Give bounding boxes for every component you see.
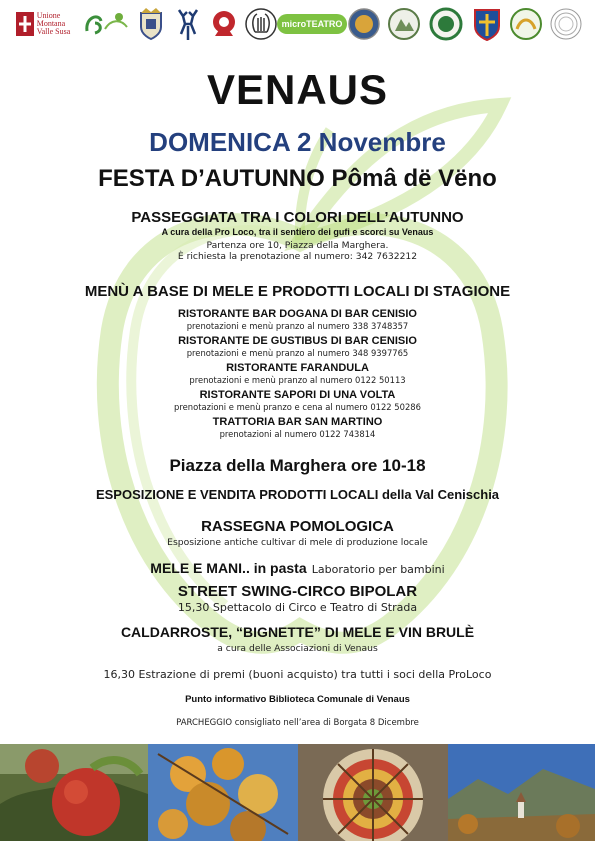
restaurant-name: RISTORANTE DE GUSTIBUS DI BAR CENISIO	[178, 335, 417, 347]
lyre-crest-icon	[244, 4, 278, 44]
shield-badge	[470, 4, 504, 44]
round-badge-3	[428, 4, 464, 44]
mele-sub: Laboratorio per bambini	[311, 563, 445, 576]
mele-line	[0, 558, 595, 577]
page-title: VENAUS	[206, 66, 389, 113]
restaurant-name: TRATTORIA BAR SAN MARTINO	[212, 416, 383, 428]
restaurant-name: RISTORANTE BAR DOGANA DI BAR CENISIO	[178, 308, 417, 320]
street-sub: 15,30 Spettacolo di Circo e Teatro di Strada	[177, 601, 418, 614]
estrazione-text: 16,30 Estrazione di premi (buoni acquisto) tra tutti i soci della ProLoco	[103, 668, 492, 681]
restaurant-info: prenotazioni e menù pranzo al numero 348 9397765	[186, 348, 409, 358]
walk-line-2: È richiesta la prenotazione al numero: 342 7632212	[177, 251, 418, 262]
restaurant-info: prenotazioni al numero 0122 743814	[219, 429, 376, 439]
apple-mandala-photo	[298, 744, 448, 841]
red-crest-icon	[208, 4, 240, 44]
event-date: DOMENICA 2 Novembre	[149, 127, 446, 157]
restaurant-info: prenotazioni e menù pranzo e cena al numero 0122 50286	[174, 402, 421, 412]
gust-logo	[80, 4, 132, 44]
round-badge-5	[548, 4, 584, 44]
expo-heading: ESPOSIZIONE E VENDITA PRODOTTI LOCALI della Val Cenischia	[95, 487, 500, 502]
round-badge-2	[386, 4, 422, 44]
unione-montana-logo: Unione Montana Valle Susa	[8, 4, 78, 44]
microteatro-logo: microTEATRO	[284, 4, 340, 44]
caldarroste-heading: CALDARROSTE, “BIGNETTE” DI MELE E VIN BRULÈ	[120, 624, 475, 640]
sponsor-logos	[8, 4, 588, 44]
autumn-leaves-photo	[148, 744, 298, 841]
photo-strip	[0, 744, 595, 841]
street-heading: STREET SWING-CIRCO BIPOLAR	[177, 583, 418, 600]
mountain-village-photo	[448, 744, 595, 841]
red-cross-emblem-icon	[16, 12, 34, 36]
caldarroste-sub: a cura delle Associazioni di Venaus	[217, 643, 378, 654]
rassegna-heading: RASSEGNA POMOLOGICA	[201, 518, 394, 535]
walk-heading: PASSEGGIATA TRA I COLORI DELL’AUTUNNO	[131, 209, 464, 226]
restaurant-name: RISTORANTE SAPORI DI UNA VOLTA	[199, 389, 396, 401]
deer-logo	[172, 4, 204, 44]
walk-line-1: Partenza ore 10, Piazza della Marghera.	[206, 240, 389, 251]
round-badge-1	[346, 4, 382, 44]
parking-text: PARCHEGGIO consigliato nell’area di Borgata 8 Dicembre	[176, 718, 419, 728]
walk-sub: A cura della Pro Loco, tra il sentiero dei gufi e scorci su Venaus	[161, 227, 434, 237]
mele-heading: MELE E MANI.. in pasta	[150, 560, 307, 576]
festival-name: FESTA D’AUTUNNO Pômâ dë Vëno	[98, 165, 497, 192]
round-badge-4	[508, 4, 544, 44]
info-point-text: Punto informativo Biblioteca Comunale di Venaus	[185, 694, 410, 705]
rassegna-sub: Esposizione antiche cultivar di mele di produzione locale	[167, 537, 428, 548]
restaurant-info: prenotazioni e menù pranzo al numero 0122 50113	[189, 375, 406, 385]
municipal-crest-icon	[136, 4, 166, 44]
restaurant-info: prenotazioni e menù pranzo al numero 338 3748357	[186, 321, 409, 331]
piazza-heading: Piazza della Marghera ore 10-18	[169, 456, 426, 475]
restaurant-name: RISTORANTE FARANDULA	[226, 362, 369, 374]
red-apple-photo	[0, 744, 148, 841]
menu-heading: MENÙ A BASE DI MELE E PRODOTTI LOCALI DI STAGIONE	[84, 283, 511, 300]
